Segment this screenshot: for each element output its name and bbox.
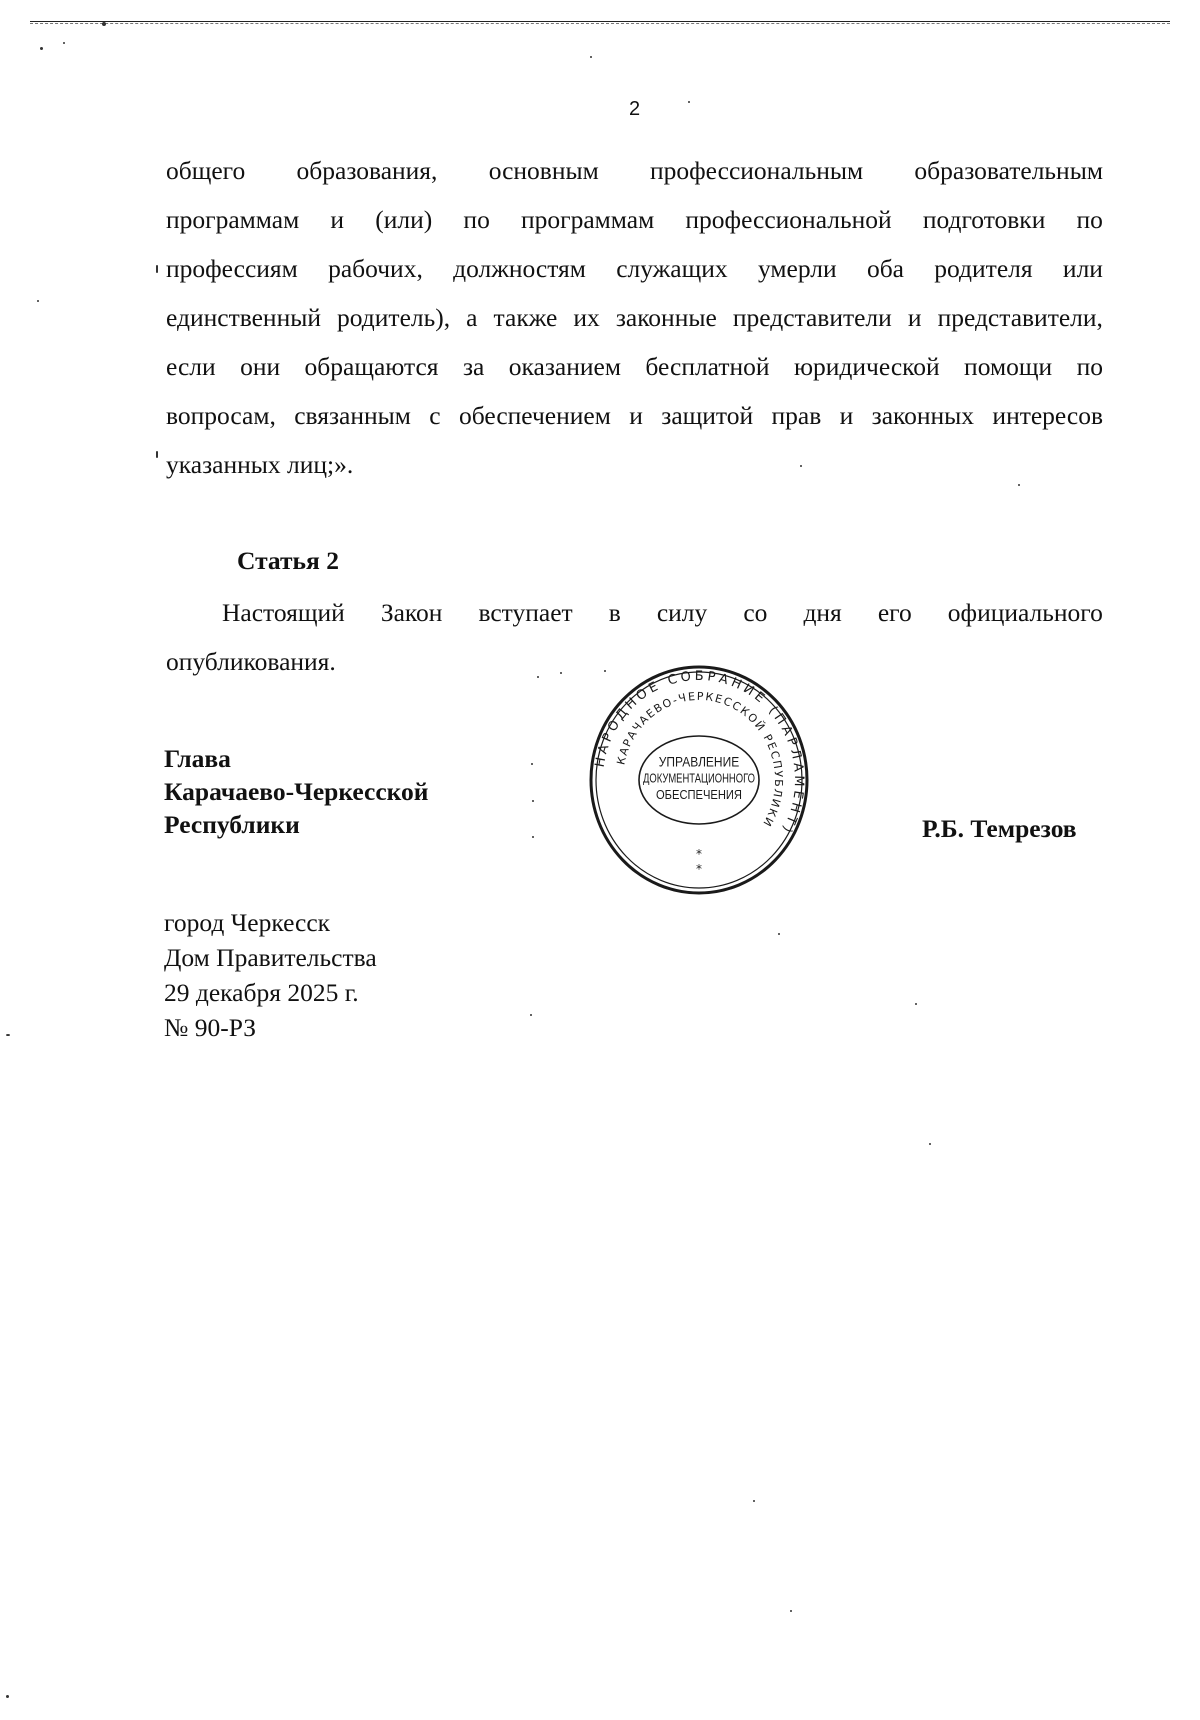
scan-speck xyxy=(778,933,780,935)
building: Дом Правительства xyxy=(164,943,377,972)
scan-speck xyxy=(102,22,106,26)
article-heading: Статья 2 xyxy=(237,546,339,575)
scan-speck xyxy=(753,1500,755,1502)
scan-speck xyxy=(915,1003,917,1005)
scan-speck xyxy=(156,451,158,458)
seal-star-icon: * xyxy=(696,862,702,876)
place-and-date xyxy=(164,905,377,1045)
signatory-title-line: Карачаево-Черкесской xyxy=(164,777,429,806)
paragraph-line: указанных лиц;». xyxy=(166,450,354,479)
signatory-title xyxy=(164,742,428,841)
paragraph-line: общего образования, основным профессиональным образовательным xyxy=(166,156,1103,185)
article-line: Настоящий Закон вступает в силу со дня его официального xyxy=(222,598,1103,627)
scan-speck xyxy=(37,300,39,302)
scan-speck xyxy=(560,672,562,674)
paragraph-line: программам и (или) по программам профессиональной подготовки по xyxy=(166,205,1103,234)
scan-speck xyxy=(790,1610,792,1612)
date: 29 декабря 2025 г. xyxy=(164,978,359,1007)
paragraph-line: если они обращаются за оказанием бесплатной юридической помощи по xyxy=(166,352,1103,381)
city: город Черкесск xyxy=(164,908,331,937)
scan-speck xyxy=(800,465,802,467)
scan-speck xyxy=(531,763,533,765)
signatory-name: Р.Б. Темрезов xyxy=(922,814,1077,843)
article-line: опубликования. xyxy=(166,647,336,676)
paragraph-continuation xyxy=(166,146,1103,489)
seal-center-line: ОБЕСПЕЧЕНИЯ xyxy=(656,787,742,803)
paragraph-line: единственный родитель), а также их законные представители и представители, xyxy=(166,303,1103,332)
law-number: № 90-РЗ xyxy=(164,1013,256,1042)
top-scan-edge-shadow xyxy=(30,23,1170,24)
scan-speck xyxy=(63,42,65,44)
scan-speck xyxy=(156,265,158,273)
scan-speck xyxy=(40,47,43,50)
scan-speck xyxy=(688,101,690,103)
scan-speck xyxy=(590,56,592,58)
seal-center-line: УПРАВЛЕНИЕ xyxy=(658,753,740,770)
scan-speck xyxy=(1018,484,1020,486)
signatory-title-line: Республики xyxy=(164,810,300,839)
seal-star-icon: * xyxy=(696,847,702,861)
scan-speck xyxy=(532,836,534,838)
scan-speck xyxy=(604,670,606,672)
signatory-title-line: Глава xyxy=(164,744,231,773)
scan-speck xyxy=(929,1143,931,1145)
paragraph-line: профессиям рабочих, должностям служащих умерли оба родителя или xyxy=(166,254,1103,283)
scan-speck xyxy=(530,1014,532,1016)
seal-inner-text: КАРАЧАЕВО-ЧЕРКЕССКОЙ РЕСПУБЛИКИ xyxy=(614,689,786,830)
scan-speck xyxy=(6,1695,9,1698)
official-seal xyxy=(588,662,810,898)
seal-center-line: ДОКУМЕНТАЦИОННОГО xyxy=(643,771,755,786)
scan-speck xyxy=(532,800,534,802)
paragraph-line: вопросам, связанным с обеспечением и защитой прав и законных интересов xyxy=(166,401,1103,430)
scan-speck xyxy=(537,676,539,678)
scan-speck xyxy=(6,1034,10,1036)
top-scan-edge xyxy=(30,21,1170,22)
page-number: 2 xyxy=(629,98,641,120)
seal-outer-text: НАРОДНОЕ СОБРАНИЕ (ПАРЛАМЕНТ) xyxy=(592,668,807,838)
